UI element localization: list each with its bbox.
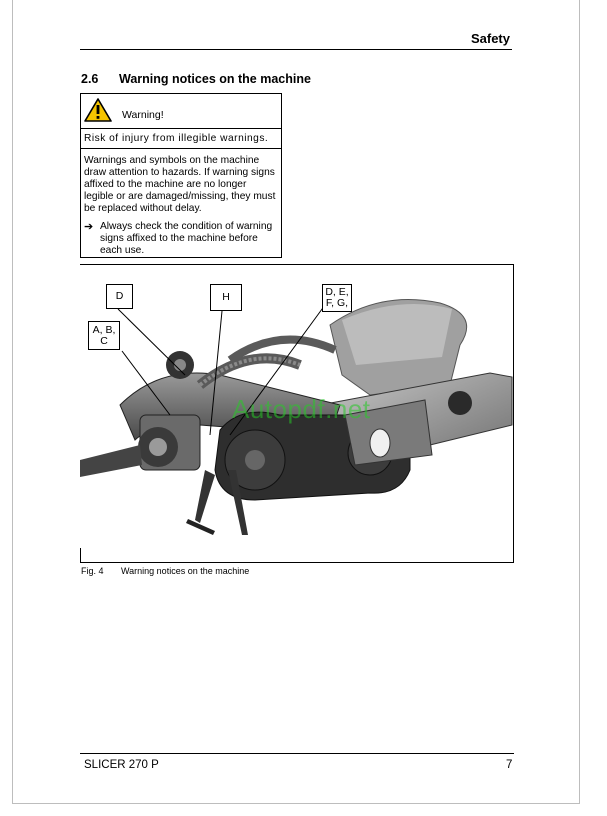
header-rule bbox=[80, 49, 512, 50]
callout-h-label: H bbox=[222, 291, 230, 303]
footer-page-number: 7 bbox=[506, 759, 513, 771]
callout-defg-line1: D, E, bbox=[325, 286, 349, 298]
callout-h bbox=[210, 284, 242, 311]
callout-abc bbox=[88, 321, 120, 350]
header-title: Safety bbox=[470, 31, 510, 46]
warning-body bbox=[81, 129, 281, 257]
callout-abc-line1: A, B, bbox=[92, 323, 116, 336]
footer-model: SLICER 270 P bbox=[84, 759, 159, 771]
figure-bottom-rule bbox=[80, 562, 514, 563]
footer-rule bbox=[80, 753, 514, 754]
callout-abc-line2: C bbox=[100, 334, 108, 347]
section-title: Warning notices on the machine bbox=[119, 72, 311, 86]
figure-caption-text: Warning notices on the machine bbox=[121, 566, 250, 576]
section-number: 2.6 bbox=[81, 72, 99, 86]
warning-box bbox=[80, 93, 282, 258]
warning-header bbox=[81, 94, 281, 129]
figure-number: Fig. 4 bbox=[81, 566, 104, 576]
warning-risk: Risk of injury from illegible warnings. bbox=[81, 133, 281, 149]
warning-label: Warning! bbox=[122, 109, 164, 121]
warning-instruction bbox=[84, 221, 278, 257]
section-heading bbox=[81, 72, 311, 86]
callout-d-label: D bbox=[115, 290, 124, 302]
figure-left-tick bbox=[80, 548, 81, 562]
callout-defg bbox=[322, 284, 352, 312]
warning-text: Warnings and symbols on the machine draw attention to hazards. If warning signs affixed to the machine are no longer legible or are damaged/missing, they must be replaced without delay. bbox=[84, 155, 276, 214]
figure-caption bbox=[81, 566, 249, 576]
callout-defg-line2: F, G, bbox=[325, 297, 349, 309]
warning-instruction-text: Always check the condition of warning signs affixed to the machine before each use. bbox=[100, 221, 273, 256]
callout-d bbox=[106, 284, 133, 309]
warning-triangle-icon bbox=[84, 98, 112, 122]
watermark: Autopdf.net bbox=[232, 394, 371, 424]
right-arrow-icon: ➔ bbox=[84, 221, 94, 233]
